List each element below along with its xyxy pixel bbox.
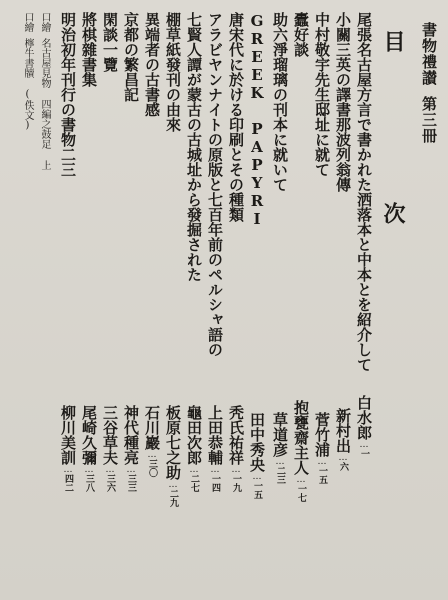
entry-page-8: 二七 xyxy=(189,474,199,492)
entry-page-7: 一四 xyxy=(210,474,220,492)
author-1: 新村出…六 xyxy=(334,408,352,471)
entry-title-11: 京都の繁昌記 xyxy=(122,12,140,102)
entry-page-11: 三三 xyxy=(126,474,136,492)
entry-title-4: 助六淨瑠璃の刊本に就いて xyxy=(271,12,289,192)
book-title: 書物禮讃 xyxy=(420,22,438,86)
entry-title-6: 唐宋代に於ける印刷とその種類 xyxy=(227,12,245,222)
entry-title-0: 尾張名古屋方言で書かれた洒落本と中本とを紹介して xyxy=(355,12,373,372)
author-8: 龜田次郎…二七 xyxy=(185,405,203,492)
entry-title-9: 棚草紙發刊の由來 xyxy=(164,12,182,132)
entry-page-5: 一五 xyxy=(252,481,262,499)
entry-page-9: 二九 xyxy=(168,489,178,507)
entry-page-10: 三〇 xyxy=(147,459,157,477)
entry-title-12: 閑談一覽 xyxy=(101,12,119,72)
plate-2-label: 口繪檸牛書牘 (佚文) xyxy=(22,12,33,131)
author-2: 菅竹浦…一五 xyxy=(313,412,331,484)
entry-title-7: アラビヤンナイトの原版と七百年前のペルシャ語の xyxy=(206,12,224,357)
author-5: 田中秀央…一五 xyxy=(248,412,266,499)
toc-heading-2: 次 xyxy=(380,202,406,224)
author-14: 柳川美訓…四二 xyxy=(59,405,77,492)
entry-title-14: 明治初年刊行の書物二三 xyxy=(59,12,77,177)
plate-1-label: 口繪名古屋見物 四編之鼓足 上 xyxy=(39,12,50,170)
plate-1-title: 名古屋見物 四編之鼓足 上 xyxy=(39,38,50,170)
plate-2-title: 檸牛書牘 (佚文) xyxy=(22,38,33,131)
entry-page-3: 一七 xyxy=(296,484,306,502)
entry-title-10: 異端者の古書感 xyxy=(143,12,161,117)
entry-title-8: 七賢人譚が蒙古の古城址から發掘された xyxy=(185,12,203,282)
author-0: 白水郎…一 xyxy=(355,395,373,458)
entry-title-13: 將棋雜書集 xyxy=(80,12,98,87)
author-9: 板原七之助…二九 xyxy=(164,405,182,507)
entry-page-0: 一 xyxy=(359,449,369,458)
author-12: 三谷草夫…三六 xyxy=(101,405,119,492)
author-7: 上田恭輔…一四 xyxy=(206,405,224,492)
entry-page-14: 四二 xyxy=(63,474,73,492)
volume-label: 第三冊 xyxy=(420,96,438,144)
author-4: 草道彦…二三 xyxy=(271,412,289,484)
author-10: 石川巖…三〇 xyxy=(143,405,161,477)
author-6: 秃氏祐祥…一九 xyxy=(227,405,245,492)
entry-page-13: 三八 xyxy=(84,474,94,492)
entry-page-2: 一五 xyxy=(317,466,327,484)
entry-title-3: 蠹好談 xyxy=(292,12,310,57)
entry-page-12: 三六 xyxy=(105,474,115,492)
author-11: 神代種亮…三三 xyxy=(122,405,140,492)
entry-title-1: 小關三英の譯書那波列翁傳 xyxy=(334,12,352,192)
author-13: 尾崎久彌…三八 xyxy=(80,405,98,492)
header-column xyxy=(421,22,436,144)
entry-title-2: 中村敬宇先生邸址に就て xyxy=(313,12,331,177)
toc-heading xyxy=(382,30,404,224)
author-3: 抱甕齋主人…一七 xyxy=(292,400,310,502)
toc-heading-1: 目 xyxy=(380,30,406,52)
entry-page-4: 二三 xyxy=(275,466,285,484)
entry-page-6: 一九 xyxy=(231,474,241,492)
entry-title-5: GREEK PAPYRI xyxy=(248,12,266,228)
entry-page-1: 六 xyxy=(338,462,348,471)
